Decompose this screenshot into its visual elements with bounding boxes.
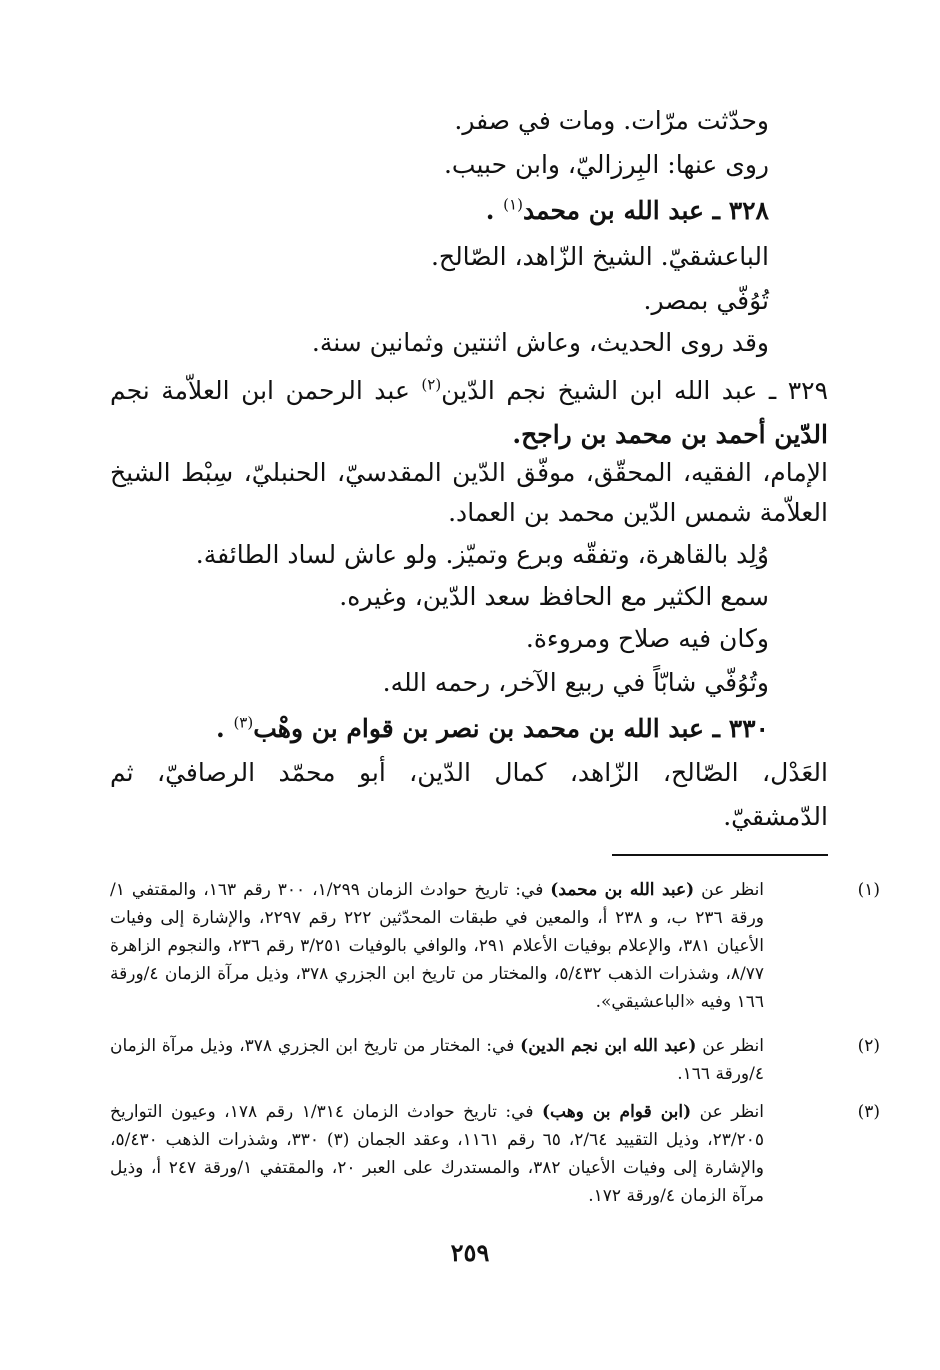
body-line: وتُوُفّي شابّاً في ربيع الآخر، رحمه الله.	[382, 668, 769, 697]
body-line: روى عنها: البِرزاليّ، وابن حبيب.	[443, 150, 769, 179]
entry-end: .	[216, 714, 225, 743]
body-line: وكان فيه صلاح ومروءة.	[525, 624, 769, 653]
entry-title: ٣٢٨ ـ عبد الله بن محمد	[522, 196, 769, 225]
body-line: وحدّثت مرّات. ومات في صفر.	[454, 106, 769, 135]
body-line: الدّمشقيّ.	[723, 802, 828, 831]
page-number: ٢٥٩	[450, 1238, 490, 1267]
entry-title: ٣٣٠ ـ عبد الله بن محمد بن نصر بن قوام بن وهْب	[253, 714, 769, 743]
footnote-2	[110, 1032, 880, 1088]
footnote-lead: انظر عن	[691, 1102, 765, 1122]
body-line: وقد روى الحديث، وعاش اثنتين وثمانين سنة.	[311, 328, 769, 357]
footnote-subject: (عبد الله بن محمد)	[550, 880, 695, 900]
entry-heading-330	[216, 712, 769, 746]
entry-heading-328	[486, 194, 769, 228]
footnote-marker: (٢)	[421, 375, 442, 394]
footnote-text: في: تاريخ حوادث الزمان ١/٢٩٩، ٣٠٠ رقم ١٦٣، والمقتفي ١/ورقة ٢٣٦ ب، و ٢٣٨ أ، والمعين في طبقات المحدّثين ٢٢٢ رقم ٢٢٩٧، والإشارة إلى وفيات الأعيان ٣٨١، والإعلام بوفيات الأعلام ٢٩١، والوافي بالوفيات ٣/٢٥١ رقم ٢٣٦، والنجوم الزاهرة ٨/٧٧، وشذرات الذهب ٥/٤٣٢، والمختار من تاريخ ابن الجزري ٣٧٨، وذيل مرآة الزمان ٤/ورقة ١٦٦ وفيه «الباعشيقي».	[110, 880, 764, 1012]
footnote-marker: (١)	[503, 195, 523, 214]
footnote-subject: (عبد الله ابن نجم الدين)	[520, 1036, 697, 1056]
body-line: سمع الكثير مع الحافظ سعد الدّين، وغيره.	[339, 582, 769, 611]
entry-title: ٣٢٩ ـ عبد الله ابن الشيخ نجم الدّين	[441, 376, 829, 405]
body-line: العلاّمة شمس الدّين محمد بن العماد.	[448, 498, 828, 527]
body-line: تُوُفّي بمصر.	[643, 286, 769, 315]
footnote-3	[110, 1098, 880, 1210]
footnote-lead: انظر عن	[696, 1036, 765, 1056]
entry-end: .	[485, 196, 495, 225]
body-line: الباعشقيّ. الشيخ الزّاهد، الصّالح.	[430, 242, 769, 271]
footnote-number: (٢)	[857, 1036, 880, 1056]
body-line: الإمام، الفقيه، المحقّق، موفّق الدّين المقدسيّ، الحنبليّ، سِبْط الشيخ	[110, 458, 828, 487]
footnote-separator	[612, 854, 828, 856]
footnote-number: (٣)	[857, 1102, 880, 1122]
entry-heading-329-line2: الدّين أحمد بن محمد بن راجح.	[512, 420, 828, 449]
footnote-lead: انظر عن	[694, 880, 765, 900]
footnote-text: في: تاريخ حوادث الزمان ١/٣١٤ رقم ١٧٨، وعيون التواريخ ٢٣/٢٠٥، وذيل التقييد ٢/٦٤، ٦٥ رقم ١١٦١، وعقد الجمان (٣) ٣٣٠، وشذرات الذهب ٥/٤٣٠، والإشارة إلى وفيات الأعيان ٣٨٢، والمستدرك على العبر ٢٠، والمقتفي ١/ورقة ٢٤٧ أ، وذيل مرآة الزمان ٤/ورقة ١٧٢.	[110, 1102, 765, 1206]
footnote-text: في: المختار من تاريخ ابن الجزري ٣٧٨، وذيل مرآة الزمان ٤/ورقة ١٦٦.	[110, 1036, 764, 1084]
footnote-subject: (ابن قوام بن وهب)	[541, 1102, 692, 1122]
body-line: وُلِد بالقاهرة، وتفقّه وبرع وتميّز. ولو عاش لساد الطائفة.	[195, 540, 769, 569]
footnote-1	[110, 876, 880, 1016]
entry-title-continued: عبد الرحمن ابن العلاّمة نجم	[110, 376, 410, 405]
body-line: العَدْل، الصّالح، الزّاهد، كمال الدّين، أبو محمّد الرصافيّ، ثم	[110, 758, 828, 787]
footnote-number: (١)	[857, 880, 880, 900]
footnote-marker: (٣)	[233, 713, 254, 732]
entry-heading-329	[110, 374, 828, 408]
